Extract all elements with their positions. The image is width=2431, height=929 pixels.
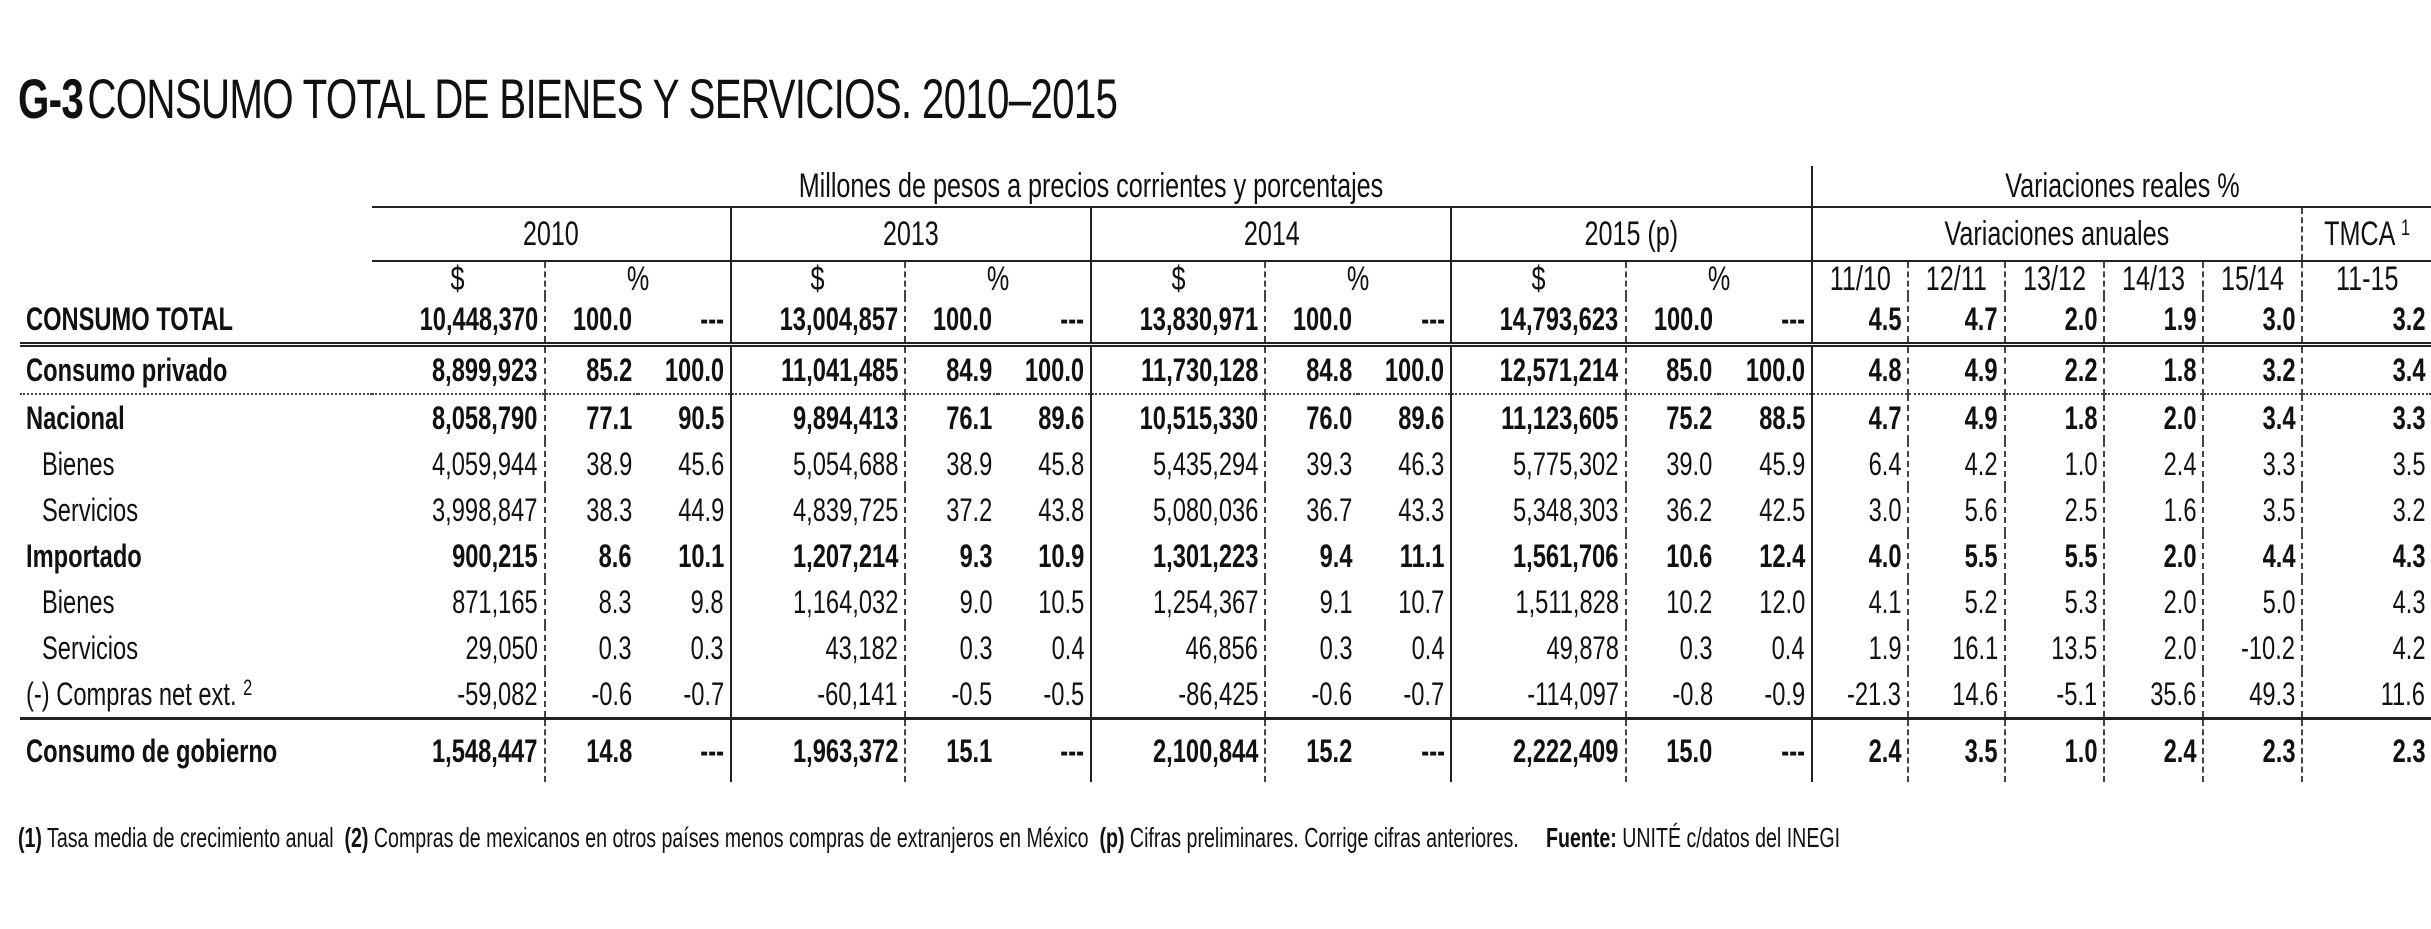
table-cell: 5,435,294: [1091, 441, 1265, 487]
table-cell: 3.2: [2302, 296, 2431, 345]
table-row: [20, 441, 2431, 487]
table-cell: 11.6: [2302, 671, 2431, 719]
table-cell: 1,561,706: [1451, 533, 1625, 579]
table-cell: 39.0: [1626, 441, 1719, 487]
table-cell: 84.8: [1265, 345, 1358, 395]
table-cell: 3.0: [2203, 296, 2302, 345]
pct-header: %: [545, 261, 731, 296]
table-cell: 14.6: [1908, 671, 2005, 719]
table-row: [20, 394, 2431, 441]
table-cell: 89.6: [1398, 400, 1445, 436]
table-cell: 3.4: [2203, 394, 2302, 441]
year-header-2015: 2015 (p): [1451, 207, 1811, 261]
table-cell: 44.9: [677, 492, 724, 528]
table-cell: 2.0: [2005, 296, 2104, 345]
table-cell: 84.9: [905, 345, 998, 395]
row-label: Nacional: [26, 400, 125, 436]
table-cell: 3.0: [1812, 487, 1909, 533]
table-cell: 9.0: [905, 579, 998, 625]
table-cell: -114,097: [1451, 671, 1625, 719]
table-cell: 4.9: [1908, 345, 2005, 395]
table-cell: 3.2: [2203, 345, 2302, 395]
row-label: Bienes: [42, 584, 115, 620]
period-header: 14/13: [2104, 261, 2203, 296]
table-cell: 45.9: [1758, 446, 1805, 482]
table-cell: 37.2: [905, 487, 998, 533]
row-label: Servicios: [42, 492, 139, 528]
row-label: Bienes: [42, 446, 115, 482]
table-cell: 10.2: [1626, 579, 1719, 625]
table-cell: ---: [1420, 733, 1445, 769]
pct-header: %: [905, 261, 1091, 296]
table-cell: 100.0: [638, 345, 731, 395]
table-cell: -0.8: [1626, 671, 1719, 719]
table-cell: 11.1: [1399, 538, 1445, 574]
period-header: 13/12: [2005, 261, 2104, 296]
table-cell: 0.3: [1626, 625, 1719, 671]
table-cell: 14,793,623: [1451, 296, 1625, 345]
table-title: [18, 66, 1117, 131]
table-cell: 85.0: [1626, 345, 1719, 395]
table-cell: 38.9: [905, 441, 998, 487]
table-cell: 1,207,214: [731, 533, 905, 579]
table-cell: 4,059,944: [432, 446, 538, 482]
footnote: (1) Tasa media de crecimiento anual (2) Compras de mexicanos en otros países menos compras de extranjeros en México (p) Cifras preliminares. Corrige cifras anteriores. Fuente: UNITÉ c/datos del INEGI: [18, 822, 1841, 853]
table-cell: -86,425: [1091, 671, 1265, 719]
table-cell: 2.2: [2005, 345, 2104, 395]
table-row: [20, 533, 2431, 579]
table-cell: 1,254,367: [1091, 579, 1265, 625]
source-label: Fuente:: [1546, 822, 1617, 853]
table-cell: ---: [998, 296, 1091, 345]
table-cell: 15.2: [1265, 719, 1358, 783]
table-cell: 9.8: [690, 584, 724, 620]
table-cell: 36.7: [1265, 487, 1358, 533]
cur-header: $: [731, 261, 905, 296]
table-cell: 100.0: [1265, 296, 1358, 345]
table-cell: 11,041,485: [731, 345, 905, 395]
table-cell: 3.2: [2302, 487, 2431, 533]
table-cell: 76.0: [1265, 394, 1358, 441]
table-cell: 35.6: [2104, 671, 2203, 719]
tmca-header: TMCA $^1$: [2302, 207, 2431, 261]
year-header-2010: 2010: [372, 207, 731, 261]
table-cell: 3.5: [2302, 441, 2431, 487]
table-cell: 45.8: [1038, 446, 1085, 482]
table-cell: 9.3: [905, 533, 998, 579]
table-cell: 8,058,790: [432, 400, 538, 436]
table-cell: 43,182: [731, 625, 905, 671]
table-cell: 16.1: [1908, 625, 2005, 671]
table-cell: 11,730,128: [1091, 345, 1265, 395]
row-label: Consumo privado: [20, 345, 372, 395]
table-row: [20, 579, 2431, 625]
table-cell: 13,830,971: [1091, 296, 1265, 345]
table-cell: 4.9: [1908, 394, 2005, 441]
table-cell: 0.4: [1771, 630, 1805, 666]
row-label: Importado: [26, 538, 142, 574]
table-cell: 3,998,847: [432, 492, 538, 528]
group-header-left: Millones de pesos a precios corrientes y porcentajes: [372, 166, 1812, 207]
table-cell: 1,511,828: [1451, 579, 1625, 625]
table-cell: 4.7: [1812, 394, 1909, 441]
table-cell: 10.9: [1038, 538, 1085, 574]
table-cell: 1,548,447: [432, 733, 538, 769]
table-cell: 10,515,330: [1091, 394, 1265, 441]
table-cell: 2.0: [2104, 579, 2203, 625]
table-cell: 1,164,032: [731, 579, 905, 625]
table-cell: 4.2: [2302, 625, 2431, 671]
table-cell: 2,222,409: [1451, 719, 1625, 783]
table-cell: 4,839,725: [731, 487, 905, 533]
table-cell: 1.8: [2104, 345, 2203, 395]
table-cell: 100.0: [905, 296, 998, 345]
consumption-table: [20, 166, 2431, 782]
table-cell: 3.4: [2302, 345, 2431, 395]
table-cell: ---: [1060, 733, 1085, 769]
table-cell: 0.3: [905, 625, 998, 671]
table-cell: ---: [638, 296, 731, 345]
year-header-2013: 2013: [731, 207, 1091, 261]
table-cell: 4.3: [2302, 533, 2431, 579]
table-cell: 77.1: [545, 394, 638, 441]
table-cell: 5,080,036: [1091, 487, 1265, 533]
table-cell: 12.0: [1758, 584, 1805, 620]
table-cell: 88.5: [1758, 400, 1805, 436]
table-cell: 9,894,413: [731, 394, 905, 441]
period-header: 11/10: [1812, 261, 1909, 296]
table-cell: 0.4: [1411, 630, 1445, 666]
table-cell: -60,141: [731, 671, 905, 719]
table-cell: ---: [1781, 733, 1805, 769]
table-cell: 900,215: [452, 538, 538, 574]
table-cell: -0.5: [998, 671, 1091, 719]
table-cell: 1.9: [2104, 296, 2203, 345]
pct-header: %: [1626, 261, 1812, 296]
table-cell: -0.6: [545, 671, 638, 719]
table-cell: 4.4: [2203, 533, 2302, 579]
table-cell: 1.9: [1812, 625, 1909, 671]
period-header: 15/14: [2203, 261, 2302, 296]
table-cell: 29,050: [465, 630, 538, 666]
table-cell: 90.5: [677, 400, 724, 436]
table-cell: 2.0: [2104, 625, 2203, 671]
table-cell: 8.3: [545, 579, 638, 625]
table-cell: 9.1: [1265, 579, 1358, 625]
table-cell: -21.3: [1812, 671, 1909, 719]
table-row: [20, 487, 2431, 533]
table-cell: 2.4: [1812, 719, 1909, 783]
table-cell: 5.6: [1908, 487, 2005, 533]
table-cell: 8.6: [545, 533, 638, 579]
table-cell: 5.3: [2005, 579, 2104, 625]
table-cell: 9.4: [1265, 533, 1358, 579]
table-cell: 10.7: [1398, 584, 1445, 620]
table-row: [20, 625, 2431, 671]
table-cell: 2.3: [2302, 719, 2431, 783]
table-cell: 1,963,372: [731, 719, 905, 783]
table-cell: 5,054,688: [731, 441, 905, 487]
table-cell: 38.3: [545, 487, 638, 533]
table-cell: 39.3: [1265, 441, 1358, 487]
year-header-2014: 2014: [1091, 207, 1451, 261]
group-header-right: Variaciones reales %: [1812, 166, 2431, 207]
table-cell: 6.4: [1812, 441, 1909, 487]
table-cell: 4.7: [1908, 296, 2005, 345]
table-row: [20, 296, 2431, 345]
table-cell: 5,775,302: [1451, 441, 1625, 487]
table-cell: 4.2: [1908, 441, 2005, 487]
table-cell: 15.1: [905, 719, 998, 783]
table-cell: 3.5: [1908, 719, 2005, 783]
table-cell: 100.0: [1358, 345, 1451, 395]
table-cell: 1.8: [2005, 394, 2104, 441]
table-cell: -5.1: [2005, 671, 2104, 719]
table-cell: 46.3: [1398, 446, 1445, 482]
cur-header: $: [1451, 261, 1625, 296]
table-cell: ---: [1719, 296, 1812, 345]
table-cell: 89.6: [1038, 400, 1085, 436]
table-cell: 4.3: [2302, 579, 2431, 625]
table-cell: 75.2: [1626, 394, 1719, 441]
table-cell: 85.2: [545, 345, 638, 395]
table-cell: 10,448,370: [372, 296, 545, 345]
table-cell: 2,100,844: [1091, 719, 1265, 783]
period-header: 12/11: [1908, 261, 2005, 296]
table-cell: 12,571,214: [1451, 345, 1625, 395]
cur-header: $: [1091, 261, 1265, 296]
table-cell: 5.0: [2203, 579, 2302, 625]
table-cell: 13.5: [2005, 625, 2104, 671]
table-cell: 8,899,923: [372, 345, 545, 395]
table-row: [20, 345, 2431, 395]
table-cell: 5.5: [1908, 533, 2005, 579]
table-cell: ---: [700, 733, 724, 769]
source-text: UNITÉ c/datos del INEGI: [1622, 822, 1841, 853]
table-cell: 36.2: [1626, 487, 1719, 533]
table-cell: 1.0: [2005, 441, 2104, 487]
table-row: [20, 671, 2431, 719]
table-cell: 43.8: [1038, 492, 1085, 528]
table-cell: -59,082: [372, 671, 545, 719]
table-title-text: CONSUMO TOTAL DE BIENES Y SERVICIOS. 2010–2015: [87, 67, 1118, 130]
table-cell: 4.0: [1812, 533, 1909, 579]
var-anuales-header: Variaciones anuales: [1812, 207, 2302, 261]
table-cell: 4.1: [1812, 579, 1909, 625]
table-cell: 4.5: [1812, 296, 1909, 345]
table-cell: 0.3: [545, 625, 638, 671]
table-cell: 14.8: [545, 719, 638, 783]
table-cell: 46,856: [1091, 625, 1265, 671]
table-cell: 45.6: [677, 446, 724, 482]
row-label: (-) Compras net ext. $^2$: [20, 671, 372, 719]
table-cell: 100.0: [1626, 296, 1719, 345]
table-cell: 10.5: [1038, 584, 1085, 620]
table-cell: 2.4: [2104, 719, 2203, 783]
table-cell: 3.3: [2302, 394, 2431, 441]
table-cell: -10.2: [2203, 625, 2302, 671]
table-cell: 10.1: [677, 538, 724, 574]
table-cell: 13,004,857: [731, 296, 905, 345]
table-cell: 5,348,303: [1451, 487, 1625, 533]
cur-header: $: [450, 260, 465, 298]
row-label: Servicios: [42, 630, 139, 666]
table-cell: ---: [1358, 296, 1451, 345]
table-cell: 100.0: [545, 296, 638, 345]
table-cell: 38.9: [545, 441, 638, 487]
table-cell: 12.4: [1758, 538, 1805, 574]
table-cell: 100.0: [998, 345, 1091, 395]
row-label: CONSUMO TOTAL: [20, 296, 372, 345]
table-cell: 4.8: [1812, 345, 1909, 395]
table-cell: -0.5: [905, 671, 998, 719]
row-label: Consumo de gobierno: [26, 733, 278, 769]
table-cell: 49,878: [1451, 625, 1625, 671]
table-cell: -0.7: [1358, 671, 1451, 719]
table-row: [20, 719, 2431, 783]
table-cell: 1.0: [2005, 719, 2104, 783]
table-cell: 2.0: [2104, 394, 2203, 441]
table-cell: 49.3: [2203, 671, 2302, 719]
table-cell: -0.9: [1719, 671, 1812, 719]
table-cell: 10.6: [1626, 533, 1719, 579]
table-code: G-3: [18, 67, 84, 130]
pct-header: %: [1265, 261, 1451, 296]
table-cell: 0.3: [1265, 625, 1358, 671]
table-cell: 2.4: [2104, 441, 2203, 487]
table-cell: 3.5: [2203, 487, 2302, 533]
table-cell: 1.6: [2104, 487, 2203, 533]
table-cell: 2.5: [2005, 487, 2104, 533]
table-cell: 0.4: [1051, 630, 1085, 666]
table-cell: 5.5: [2005, 533, 2104, 579]
table-cell: -0.7: [638, 671, 731, 719]
table-cell: 5.2: [1908, 579, 2005, 625]
table-cell: 871,165: [452, 584, 538, 620]
table-cell: 1,301,223: [1091, 533, 1265, 579]
table-cell: 2.3: [2203, 719, 2302, 783]
table-cell: 3.3: [2203, 441, 2302, 487]
table-cell: -0.6: [1265, 671, 1358, 719]
table-cell: 0.3: [690, 630, 724, 666]
period-header: 11-15: [2302, 261, 2431, 296]
table-cell: 2.0: [2104, 533, 2203, 579]
table-cell: 15.0: [1626, 719, 1719, 783]
table-cell: 100.0: [1719, 345, 1812, 395]
table-cell: 43.3: [1398, 492, 1445, 528]
table-cell: 76.1: [905, 394, 998, 441]
table-cell: 42.5: [1758, 492, 1805, 528]
table-cell: 11,123,605: [1451, 394, 1625, 441]
